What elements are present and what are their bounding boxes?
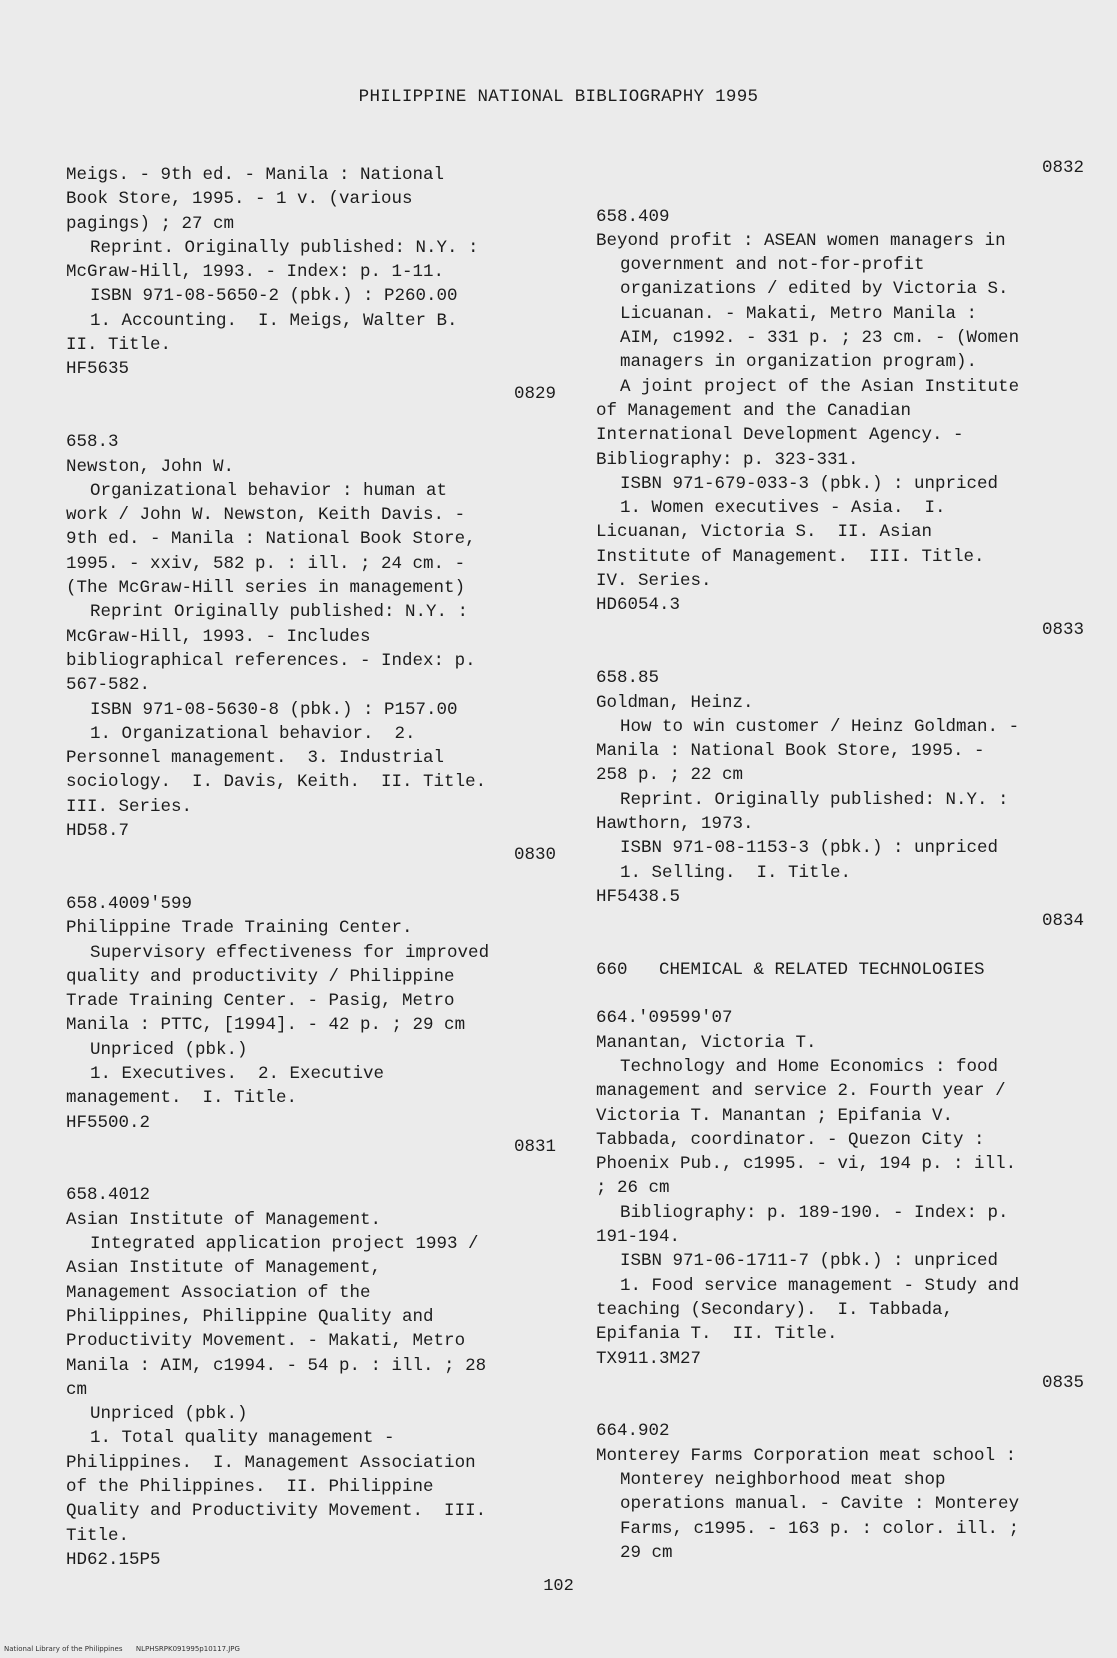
note-line: 567-582. xyxy=(66,675,151,696)
section-heading: 660 CHEMICAL & RELATED TECHNOLOGIES xyxy=(596,959,985,980)
subject-line: of the Philippines. II. Philippine xyxy=(66,1477,434,1498)
title-line: work / John W. Newston, Keith Davis. - xyxy=(66,505,466,526)
subject-line: 1. Selling. I. Title. xyxy=(620,862,852,883)
entry-heading: Monterey Farms Corporation meat school : xyxy=(596,1445,1017,1466)
title-line: Productivity Movement. - Makati, Metro xyxy=(66,1331,466,1352)
title-line: Philippines, Philippine Quality and xyxy=(66,1306,434,1327)
subject-line: Epifania T. II. Title. xyxy=(596,1324,838,1345)
title-line: 9th ed. - Manila : National Book Store, xyxy=(66,529,476,550)
entry-heading: Newston, John W. xyxy=(66,456,235,477)
subject-line: Philippines. I. Management Association xyxy=(66,1452,476,1473)
title-line: organizations / edited by Victoria S. xyxy=(620,279,1009,300)
title-line: Organizational behavior : human at xyxy=(90,480,448,501)
title-line: quality and productivity / Philippine xyxy=(66,966,455,987)
title-line: How to win customer / Heinz Goldman. - xyxy=(620,716,1020,737)
text-line: Book Store, 1995. - 1 v. (various xyxy=(66,189,413,210)
note-line: bibliographical references. - Index: p. xyxy=(66,650,476,671)
call-number: HF5635 xyxy=(66,359,130,380)
title-line: managers in organization program). xyxy=(620,352,978,373)
subject-line: teaching (Secondary). I. Tabbada, xyxy=(596,1299,954,1320)
title-line: Integrated application project 1993 / xyxy=(90,1234,479,1255)
subject-line: 1. Women executives - Asia. I. xyxy=(620,498,946,519)
entry-heading: Manantan, Victoria T. xyxy=(596,1032,817,1053)
note-line: International Development Agency. - xyxy=(596,425,964,446)
call-number: HF5500.2 xyxy=(66,1112,151,1133)
entry-0830 xyxy=(66,843,556,1135)
title-line: Asian Institute of Management, xyxy=(66,1258,382,1279)
text-line: pagings) ; 27 cm xyxy=(66,213,235,234)
class-number: 658.409 xyxy=(596,206,670,227)
entry-number: 0835 xyxy=(1041,1372,1084,1393)
isbn-line: ISBN 971-06-1711-7 (pbk.) : unpriced xyxy=(620,1251,999,1272)
subject-line: Licuanan, Victoria S. II. Asian xyxy=(596,522,933,543)
subject-line: 1. Food service management - Study and xyxy=(620,1275,1020,1296)
note-line: Unpriced (pbk.) xyxy=(90,1039,248,1060)
title-line: Manila : PTTC, [1994]. - 42 p. ; 29 cm xyxy=(66,1015,466,1036)
title-line: 258 p. ; 22 cm xyxy=(596,765,744,786)
title-line: ; 26 cm xyxy=(596,1178,670,1199)
note-line: McGraw-Hill, 1993. - Index: p. 1-11. xyxy=(66,262,445,283)
entry-0831 xyxy=(66,1135,556,1572)
title-line: Management Association of the xyxy=(66,1282,371,1303)
title-line: Phoenix Pub., c1995. - vi, 194 p. : ill. xyxy=(596,1154,1017,1175)
entry-number: 0830 xyxy=(513,845,556,866)
subject-line: 1. Executives. 2. Executive xyxy=(90,1063,385,1084)
note-line: Bibliography: p. 323-331. xyxy=(596,449,859,470)
subject-line: II. Title. xyxy=(66,335,172,356)
subject-line: Quality and Productivity Movement. III. xyxy=(66,1501,487,1522)
subject-line: Title. xyxy=(66,1525,130,1546)
entry-heading: Philippine Trade Training Center. xyxy=(66,918,413,939)
subject-line: sociology. I. Davis, Keith. II. Title. xyxy=(66,772,487,793)
title-line: government and not-for-profit xyxy=(620,255,925,276)
subject-line: 1. Accounting. I. Meigs, Walter B. xyxy=(90,310,458,331)
call-number: TX911.3M27 xyxy=(596,1348,702,1369)
scan-footer: National Library of the Philippines NLPHSRPK091995p10117.JPG xyxy=(4,1645,240,1653)
title-line: Manila : National Book Store, 1995. - xyxy=(596,741,985,762)
title-line: Technology and Home Economics : food xyxy=(620,1056,999,1077)
note-line: A joint project of the Asian Institute xyxy=(620,376,1020,397)
title-line: 29 cm xyxy=(620,1542,673,1563)
subject-line: Personnel management. 3. Industrial xyxy=(66,748,445,769)
subject-line: management. I. Title. xyxy=(66,1088,298,1109)
right-column xyxy=(596,156,1084,1565)
title-line: Supervisory effectiveness for improved xyxy=(90,942,490,963)
note-line: Bibliography: p. 189-190. - Index: p. xyxy=(620,1202,1009,1223)
entry-0833 xyxy=(596,618,1084,910)
subject-line: III. Series. xyxy=(66,796,193,817)
title-line: Trade Training Center. - Pasig, Metro xyxy=(66,991,455,1012)
note-line: Reprint. Originally published: N.Y. : xyxy=(620,789,1009,810)
subject-line: Institute of Management. III. Title. xyxy=(596,546,985,567)
note-line: Hawthorn, 1973. xyxy=(596,814,754,835)
text-line: Meigs. - 9th ed. - Manila : National xyxy=(66,165,445,185)
isbn-line: ISBN 971-08-5630-8 (pbk.) : P157.00 xyxy=(90,699,458,720)
isbn-line: ISBN 971-08-5650-2 (pbk.) : P260.00 xyxy=(90,286,458,307)
call-number: HF5438.5 xyxy=(596,886,681,907)
note-line: Reprint. Originally published: N.Y. : xyxy=(90,237,479,258)
isbn-line: ISBN 971-679-033-3 (pbk.) : unpriced xyxy=(620,473,999,494)
call-number: HD62.15P5 xyxy=(66,1549,161,1570)
class-number: 664.'09599'07 xyxy=(596,1008,733,1029)
entry-0832 xyxy=(596,156,1084,618)
entry-0829 xyxy=(66,382,556,844)
title-line: management and service 2. Fourth year / xyxy=(596,1081,1006,1102)
note-line: Unpriced (pbk.) xyxy=(90,1404,248,1425)
page-header: PHILIPPINE NATIONAL BIBLIOGRAPHY 1995 xyxy=(358,87,759,107)
title-line: Manila : AIM, c1994. - 54 p. : ill. ; 28 xyxy=(66,1355,487,1376)
left-column xyxy=(66,163,556,1572)
continued-entry xyxy=(66,163,556,382)
title-line: cm xyxy=(66,1379,88,1400)
class-number: 658.3 xyxy=(66,432,119,453)
class-number: 658.4012 xyxy=(66,1185,151,1206)
note-line: Reprint Originally published: N.Y. : xyxy=(90,602,469,623)
subject-line: IV. Series. xyxy=(596,571,712,592)
entry-number: 0834 xyxy=(1041,911,1084,932)
subject-line: 1. Total quality management - xyxy=(90,1428,395,1449)
class-number: 664.902 xyxy=(596,1421,670,1442)
entry-heading: Goldman, Heinz. xyxy=(596,692,754,713)
title-line: operations manual. - Cavite : Monterey xyxy=(620,1494,1020,1515)
note-line: McGraw-Hill, 1993. - Includes xyxy=(66,626,371,647)
entry-heading: Asian Institute of Management. xyxy=(66,1209,382,1230)
note-line: of Management and the Canadian xyxy=(596,400,912,421)
title-line: Farms, c1995. - 163 p. : color. ill. ; xyxy=(620,1518,1020,1539)
call-number: HD58.7 xyxy=(66,821,130,842)
title-line: Tabbada, coordinator. - Quezon City : xyxy=(596,1129,985,1150)
entry-heading: Beyond profit : ASEAN women managers in xyxy=(596,230,1006,251)
entry-number: 0831 xyxy=(513,1136,556,1157)
entry-0834 xyxy=(596,909,1084,1371)
subject-line: 1. Organizational behavior. 2. xyxy=(90,723,416,744)
title-line: AIM, c1992. - 331 p. ; 23 cm. - (Women xyxy=(620,328,1020,349)
title-line: (The McGraw-Hill series in management) xyxy=(66,578,466,599)
entry-number: 0833 xyxy=(1041,619,1084,640)
class-number: 658.4009'599 xyxy=(66,893,193,914)
entry-number: 0832 xyxy=(1041,158,1084,178)
title-line: Monterey neighborhood meat shop xyxy=(620,1470,946,1491)
call-number: HD6054.3 xyxy=(596,595,681,616)
isbn-line: ISBN 971-08-1153-3 (pbk.) : unpriced xyxy=(620,838,999,859)
title-line: 1995. - xxiv, 582 p. : ill. ; 24 cm. - xyxy=(66,553,466,574)
title-line: Licuanan. - Makati, Metro Manila : xyxy=(620,303,978,324)
entry-number: 0829 xyxy=(513,383,556,404)
note-line: 191-194. xyxy=(596,1227,681,1248)
page-number: 102 xyxy=(543,1577,574,1596)
title-line: Victoria T. Manantan ; Epifania V. xyxy=(596,1105,954,1126)
class-number: 658.85 xyxy=(596,668,660,689)
entry-0835 xyxy=(596,1371,1084,1565)
